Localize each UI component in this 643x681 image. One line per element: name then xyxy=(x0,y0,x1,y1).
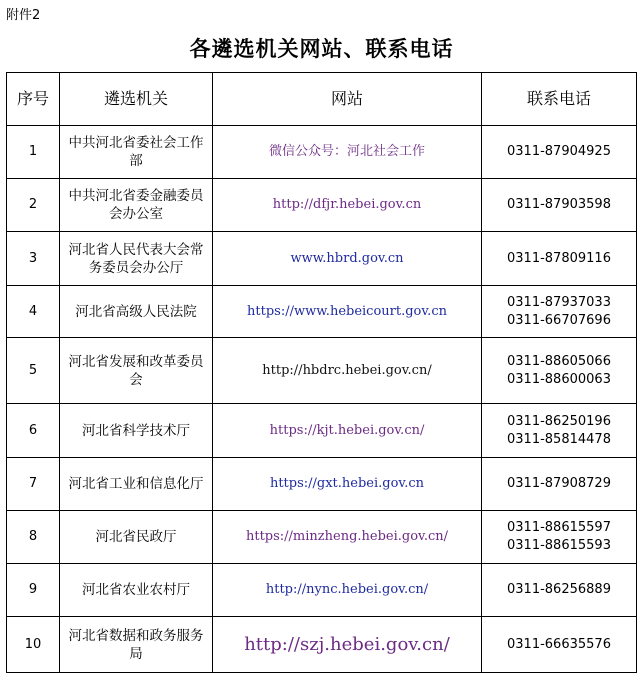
row-index: 9 xyxy=(7,564,60,617)
phone-cell xyxy=(482,511,637,564)
agency-name: 河北省人民代表大会常务委员会办公厅 xyxy=(60,232,213,286)
phone-number: 0311-87904925 xyxy=(507,144,611,159)
table-row xyxy=(7,511,637,564)
phone-cell xyxy=(482,617,637,673)
table-header-row xyxy=(7,73,637,126)
phone-cell xyxy=(482,338,637,404)
table-row xyxy=(7,338,637,404)
row-index: 8 xyxy=(7,511,60,564)
agency-name: 河北省科学技术厅 xyxy=(60,404,213,458)
phone-number: 0311-87903598 xyxy=(507,197,611,212)
row-index: 10 xyxy=(7,617,60,673)
website-link[interactable]: http://hbdrc.hebei.gov.cn/ xyxy=(213,338,482,404)
phone-number: 0311-87908729 xyxy=(507,476,611,491)
phone-cell xyxy=(482,286,637,338)
header-phone: 联系电话 xyxy=(482,73,637,126)
table-row xyxy=(7,564,637,617)
agency-name: 中共河北省委金融委员会办公室 xyxy=(60,179,213,232)
agency-contact-table xyxy=(6,72,637,673)
phone-number: 0311-66635576 xyxy=(507,636,611,652)
table-row xyxy=(7,404,637,458)
header-index: 序号 xyxy=(7,73,60,126)
row-index: 1 xyxy=(7,126,60,179)
attachment-label: 附件2 xyxy=(6,8,41,23)
table-row xyxy=(7,458,637,511)
phone-number: 0311-88605066 xyxy=(507,353,611,369)
phone-number: 0311-88615593 xyxy=(507,538,611,553)
website-link[interactable]: https://kjt.hebei.gov.cn/ xyxy=(213,404,482,458)
agency-name: 河北省数据和政务服务局 xyxy=(60,617,213,673)
website-link[interactable]: http://szj.hebei.gov.cn/ xyxy=(213,617,482,673)
phone-number: 0311-66707696 xyxy=(507,312,611,328)
table-row xyxy=(7,126,637,179)
row-index: 2 xyxy=(7,179,60,232)
website-link[interactable]: http://nync.hebei.gov.cn/ xyxy=(213,564,482,617)
website-link[interactable]: https://www.hebeicourt.gov.cn xyxy=(213,286,482,338)
phone-number: 0311-86256889 xyxy=(507,582,611,597)
phone-number: 0311-85814478 xyxy=(507,431,611,447)
row-index: 7 xyxy=(7,458,60,511)
agency-name: 河北省高级人民法院 xyxy=(60,286,213,338)
row-index: 6 xyxy=(7,404,60,458)
phone-number: 0311-86250196 xyxy=(507,413,611,429)
phone-number: 0311-88600063 xyxy=(507,371,611,387)
row-index: 4 xyxy=(7,286,60,338)
table-row xyxy=(7,179,637,232)
row-index: 5 xyxy=(7,338,60,404)
document-title: 各遴选机关网站、联系电话 xyxy=(189,37,454,61)
header-agency: 遴选机关 xyxy=(60,73,213,126)
phone-cell xyxy=(482,404,637,458)
row-index: 3 xyxy=(7,232,60,286)
table-row xyxy=(7,286,637,338)
website-link[interactable]: 微信公众号：河北社会工作 xyxy=(213,126,482,179)
phone-cell xyxy=(482,458,637,511)
phone-cell xyxy=(482,126,637,179)
agency-name: 河北省农业农村厅 xyxy=(60,564,213,617)
header-website: 网站 xyxy=(213,73,482,126)
website-link[interactable]: https://gxt.hebei.gov.cn xyxy=(213,458,482,511)
table-row xyxy=(7,232,637,286)
phone-cell xyxy=(482,232,637,286)
table-row xyxy=(7,617,637,673)
website-link[interactable]: www.hbrd.gov.cn xyxy=(213,232,482,286)
agency-name: 河北省发展和改革委员会 xyxy=(60,338,213,404)
phone-number: 0311-87937033 xyxy=(507,294,611,310)
agency-name: 中共河北省委社会工作部 xyxy=(60,126,213,179)
phone-number: 0311-88615597 xyxy=(507,520,611,535)
agency-name: 河北省民政厅 xyxy=(60,511,213,564)
phone-cell xyxy=(482,564,637,617)
website-link[interactable]: https://minzheng.hebei.gov.cn/ xyxy=(213,511,482,564)
phone-number: 0311-87809116 xyxy=(507,250,611,266)
website-link[interactable]: http://dfjr.hebei.gov.cn xyxy=(213,179,482,232)
phone-cell xyxy=(482,179,637,232)
agency-name: 河北省工业和信息化厅 xyxy=(60,458,213,511)
